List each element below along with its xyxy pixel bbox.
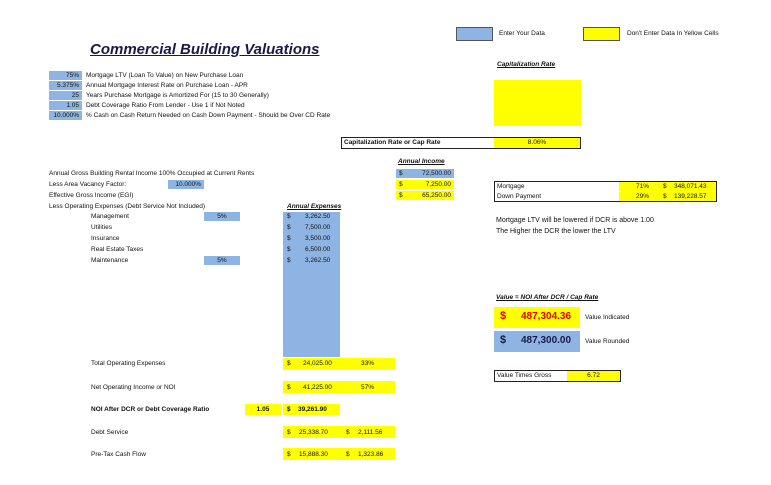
noi-value: 41,225.00 bbox=[303, 384, 332, 391]
egi-currency: $ bbox=[399, 192, 403, 199]
noi-dcr-label: NOI After DCR or Debt Coverage Ratio bbox=[91, 406, 210, 413]
gross-income-input[interactable] bbox=[396, 169, 454, 178]
expense-label-maintenance: Maintenance bbox=[91, 257, 129, 264]
value-heading: Value = NOI After DCR / Cap Rate bbox=[496, 294, 599, 301]
noi-label: Net Operating Income or NOI bbox=[91, 384, 176, 391]
value-times-gross-label: Value Times Gross bbox=[497, 372, 552, 379]
value-times-gross: 6.72 bbox=[567, 371, 620, 381]
vacancy-value: 7,250.00 bbox=[425, 181, 451, 188]
annual-expenses-heading: Annual Expenses bbox=[287, 203, 342, 210]
mortgage-label: Mortgage bbox=[497, 183, 525, 190]
total-opex-value: 24,025.00 bbox=[303, 360, 332, 367]
egi-amount bbox=[396, 191, 454, 200]
value-indicated: 487,304.36 bbox=[521, 311, 572, 322]
debt-service-monthly: 2,111.56 bbox=[358, 429, 383, 436]
interest-rate-input[interactable]: 5.375% bbox=[49, 81, 82, 90]
expense-currency-management: $ bbox=[287, 213, 291, 220]
expense-label-management: Management bbox=[91, 213, 129, 220]
amortization-years-input[interactable]: 25 bbox=[49, 91, 82, 100]
noi-dcr-currency: $ bbox=[287, 406, 291, 413]
cash-flow-currency-monthly: $ bbox=[346, 451, 350, 458]
expense-value-utilities[interactable]: 7,500.00 bbox=[305, 224, 331, 231]
noi-currency: $ bbox=[287, 384, 291, 391]
mortgage-value: 348,071.43 bbox=[674, 183, 707, 190]
cash-flow-monthly: 1,323.86 bbox=[358, 451, 384, 458]
down-payment-pct: 29% bbox=[636, 193, 650, 200]
annual-income-heading: Annual Income bbox=[398, 158, 445, 165]
cap-rate-yellow-area bbox=[494, 80, 581, 126]
noi-dcr-value: 39,261.90 bbox=[298, 406, 327, 413]
vacancy-currency: $ bbox=[399, 181, 403, 188]
total-opex-currency: $ bbox=[287, 360, 291, 367]
total-opex-pct: 33% bbox=[361, 360, 375, 367]
value-indicated-currency: $ bbox=[500, 310, 507, 322]
egi-value: 65,250.00 bbox=[422, 192, 451, 199]
dcr-note: The Higher the DCR the lower the LTV bbox=[496, 228, 616, 235]
expense-value-taxes[interactable]: 6,500.00 bbox=[305, 246, 331, 253]
opex-label: Less Operating Expenses (Debt Service Not Included) bbox=[49, 203, 206, 210]
management-pct-input[interactable]: 5% bbox=[204, 212, 240, 221]
amortization-years-label: Years Purchase Mortgage is Amortized For (15 to 30 Generally) bbox=[86, 92, 269, 99]
expense-currency-insurance: $ bbox=[287, 235, 291, 242]
legend-enter-label: Enter Your Data bbox=[499, 30, 545, 37]
expense-label-taxes: Real Estate Taxes bbox=[91, 246, 144, 253]
vacancy-amount bbox=[396, 180, 454, 189]
legend-dont-enter-label: Don't Enter Data In Yellow Cells bbox=[627, 30, 719, 37]
value-rounded-currency: $ bbox=[500, 334, 507, 346]
noi-pct: 57% bbox=[361, 384, 375, 391]
total-opex-label: Total Operating Expenses bbox=[91, 360, 166, 367]
cash-return-input[interactable]: 10.000% bbox=[49, 111, 82, 120]
mortgage-currency: $ bbox=[663, 183, 667, 190]
cash-flow-currency: $ bbox=[287, 451, 291, 458]
debt-service-currency-monthly: $ bbox=[346, 429, 350, 436]
value-indicated-label: Value Indicated bbox=[585, 314, 630, 321]
cash-flow-annual: 15,888.30 bbox=[299, 451, 328, 458]
cap-rate-label: Capitalization Rate or Cap Rate bbox=[344, 139, 441, 146]
noi-dcr-ratio: 1.05 bbox=[245, 404, 281, 415]
debt-service-annual: 25,338.70 bbox=[299, 429, 328, 436]
ltv-label: Mortgage LTV (Loan To Value) on New Purchase Loan bbox=[86, 72, 244, 79]
ltv-input[interactable]: 75% bbox=[49, 71, 82, 80]
expenses-column bbox=[283, 212, 340, 357]
down-payment-value: 139,228.57 bbox=[674, 193, 707, 200]
expense-value-maintenance[interactable]: 3,262.50 bbox=[305, 257, 331, 264]
expense-currency-utilities: $ bbox=[287, 224, 291, 231]
debt-service-currency: $ bbox=[287, 429, 291, 436]
maintenance-pct-input[interactable]: 5% bbox=[204, 256, 240, 265]
down-payment-label: Down Payment bbox=[497, 193, 542, 200]
debt-service-label: Debt Service bbox=[91, 429, 129, 436]
expense-label-insurance: Insurance bbox=[91, 235, 120, 242]
value-rounded: 487,300.00 bbox=[521, 335, 572, 346]
down-payment-currency: $ bbox=[663, 193, 667, 200]
dcr-input[interactable]: 1.05 bbox=[49, 101, 82, 110]
expense-currency-maintenance: $ bbox=[287, 257, 291, 264]
ltv-note: Mortgage LTV will be lowered if DCR is above 1.00 bbox=[496, 217, 654, 224]
expense-label-utilities: Utilities bbox=[91, 224, 112, 231]
cash-flow-label: Pre-Tax Cash Flow bbox=[91, 451, 146, 458]
mortgage-pct: 71% bbox=[636, 183, 650, 190]
noi-cell bbox=[283, 381, 395, 393]
gross-income-label: Annual Gross Building Rental Income 100% Occupied at Current Rents bbox=[49, 170, 255, 177]
gross-income-value: 72,500.00 bbox=[422, 170, 451, 177]
cash-return-label: % Cash on Cash Return Needed on Cash Down Payment - Should be Over CD Rate bbox=[86, 112, 331, 119]
gross-income-currency: $ bbox=[399, 170, 403, 177]
legend-yellow-swatch bbox=[583, 27, 620, 41]
dcr-label: Debt Coverage Ratio From Lender - Use 1 if Not Noted bbox=[86, 102, 245, 109]
expense-value-insurance[interactable]: 3,500.00 bbox=[305, 235, 331, 242]
cap-rate-value: 8.06% bbox=[494, 138, 580, 148]
egi-label: Effective Gross Income (EGI) bbox=[49, 192, 134, 199]
vacancy-label: Less Area Vacancy Factor: bbox=[49, 181, 127, 188]
total-opex-cell bbox=[283, 358, 395, 370]
page-title: Commercial Building Valuations bbox=[90, 41, 320, 58]
cap-rate-heading: Capitalization Rate bbox=[497, 61, 556, 68]
legend-blue-swatch bbox=[456, 27, 493, 41]
value-rounded-label: Value Rounded bbox=[585, 338, 630, 345]
interest-rate-label: Annual Mortgage Interest Rate on Purchase Loan - APR bbox=[86, 82, 248, 89]
vacancy-pct-input[interactable]: 10.000% bbox=[168, 180, 204, 189]
expense-value-management[interactable]: 3,262.50 bbox=[305, 213, 331, 220]
expense-currency-taxes: $ bbox=[287, 246, 291, 253]
